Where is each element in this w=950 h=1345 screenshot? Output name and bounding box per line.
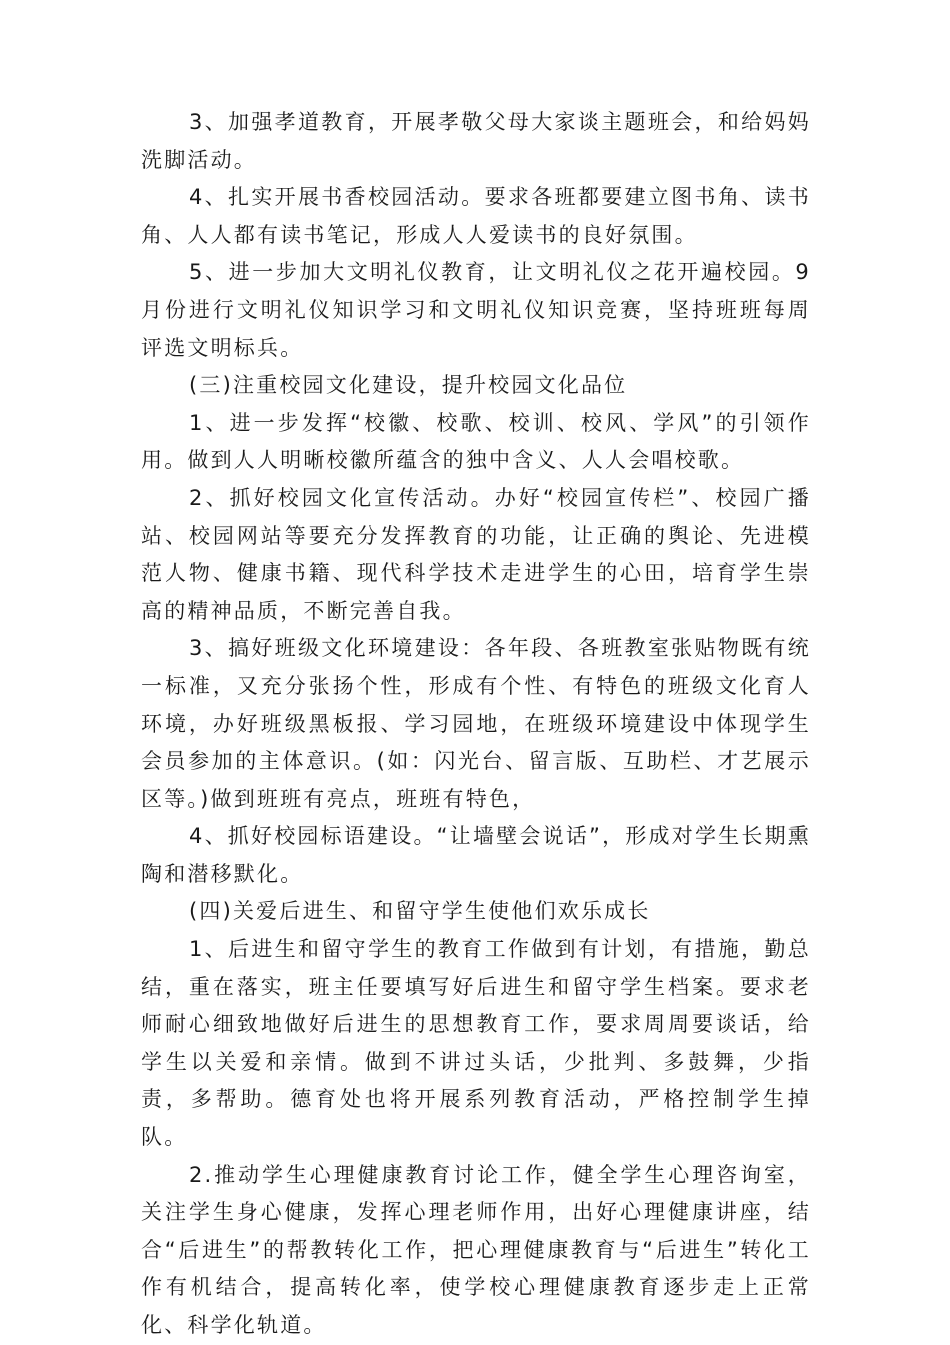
section-heading-campus-culture: (三)注重校园文化建设，提升校园文化品位 (189, 373, 628, 398)
paragraph-slogans: 4、抓好校园标语建设。“让墙壁会说话”，形成对学生长期熏陶和潜移默化。 (141, 824, 811, 886)
paragraph-etiquette: 5、进一步加大文明礼仪教育，让文明礼仪之花开遍校园。9月份进行文明礼仪知识学习和文明礼仪知识竞赛，坚持班班每周评选文明标兵。 (141, 260, 811, 360)
paragraph-left-behind-students: 1、后进生和留守学生的教育工作做到有计划，有措施，勤总结，重在落实，班主任要填写好后进生和留守学生档案。要求老师耐心细致地做好后进生的思想教育工作，要求周周要谈话，给学生以关爱和亲情。做到不讲过头话，少批判、多鼓舞，少指责，多帮助。德育处也将开展系列教育活动，严格控制学生掉队。 (141, 937, 811, 1150)
paragraph-filial-piety: 3、加强孝道教育，开展孝敬父母大家谈主题班会，和给妈妈洗脚活动。 (141, 110, 811, 172)
paragraph-class-environment: 3、搞好班级文化环境建设：各年段、各班教室张贴物既有统一标准，又充分张扬个性，形成有个性、有特色的班级文化育人环境，办好班级黑板报、学习园地，在班级环境建设中体现学生会员参加的主体意识。(如：闪光台、留言版、互助栏、才艺展示区等。)做到班班有亮点，班班有特色， (141, 636, 811, 811)
paragraph-mental-health: 2.推动学生心理健康教育讨论工作，健全学生心理咨询室，关注学生身心健康，发挥心理老师作用，出好心理健康讲座，结合“后进生”的帮教转化工作，把心理健康教育与“后进生”转化工作有机结合，提高转化率，使学校心理健康教育逐步走上正常化、科学化轨道。 (141, 1162, 811, 1337)
paragraph-school-emblem: 1、进一步发挥“校徽、校歌、校训、校风、学风”的引领作用。做到人人明晰校徽所蕴含的独中含义、人人会唱校歌。 (141, 410, 811, 473)
paragraph-reading-campus: 4、扎实开展书香校园活动。要求各班都要建立图书角、读书角、人人都有读书笔记，形成人人爱读书的良好氛围。 (141, 185, 811, 247)
paragraph-publicity: 2、抓好校园文化宣传活动。办好“校园宣传栏”、校园广播站、校园网站等要充分发挥教育的功能，让正确的舆论、先进模范人物、健康书籍、现代科学技术走进学生的心田，培育学生崇高的精神品质，不断完善自我。 (141, 485, 811, 623)
document-body (141, 104, 811, 1345)
section-heading-care-students: (四)关爱后进生、和留守学生使他们欢乐成长 (189, 899, 651, 924)
